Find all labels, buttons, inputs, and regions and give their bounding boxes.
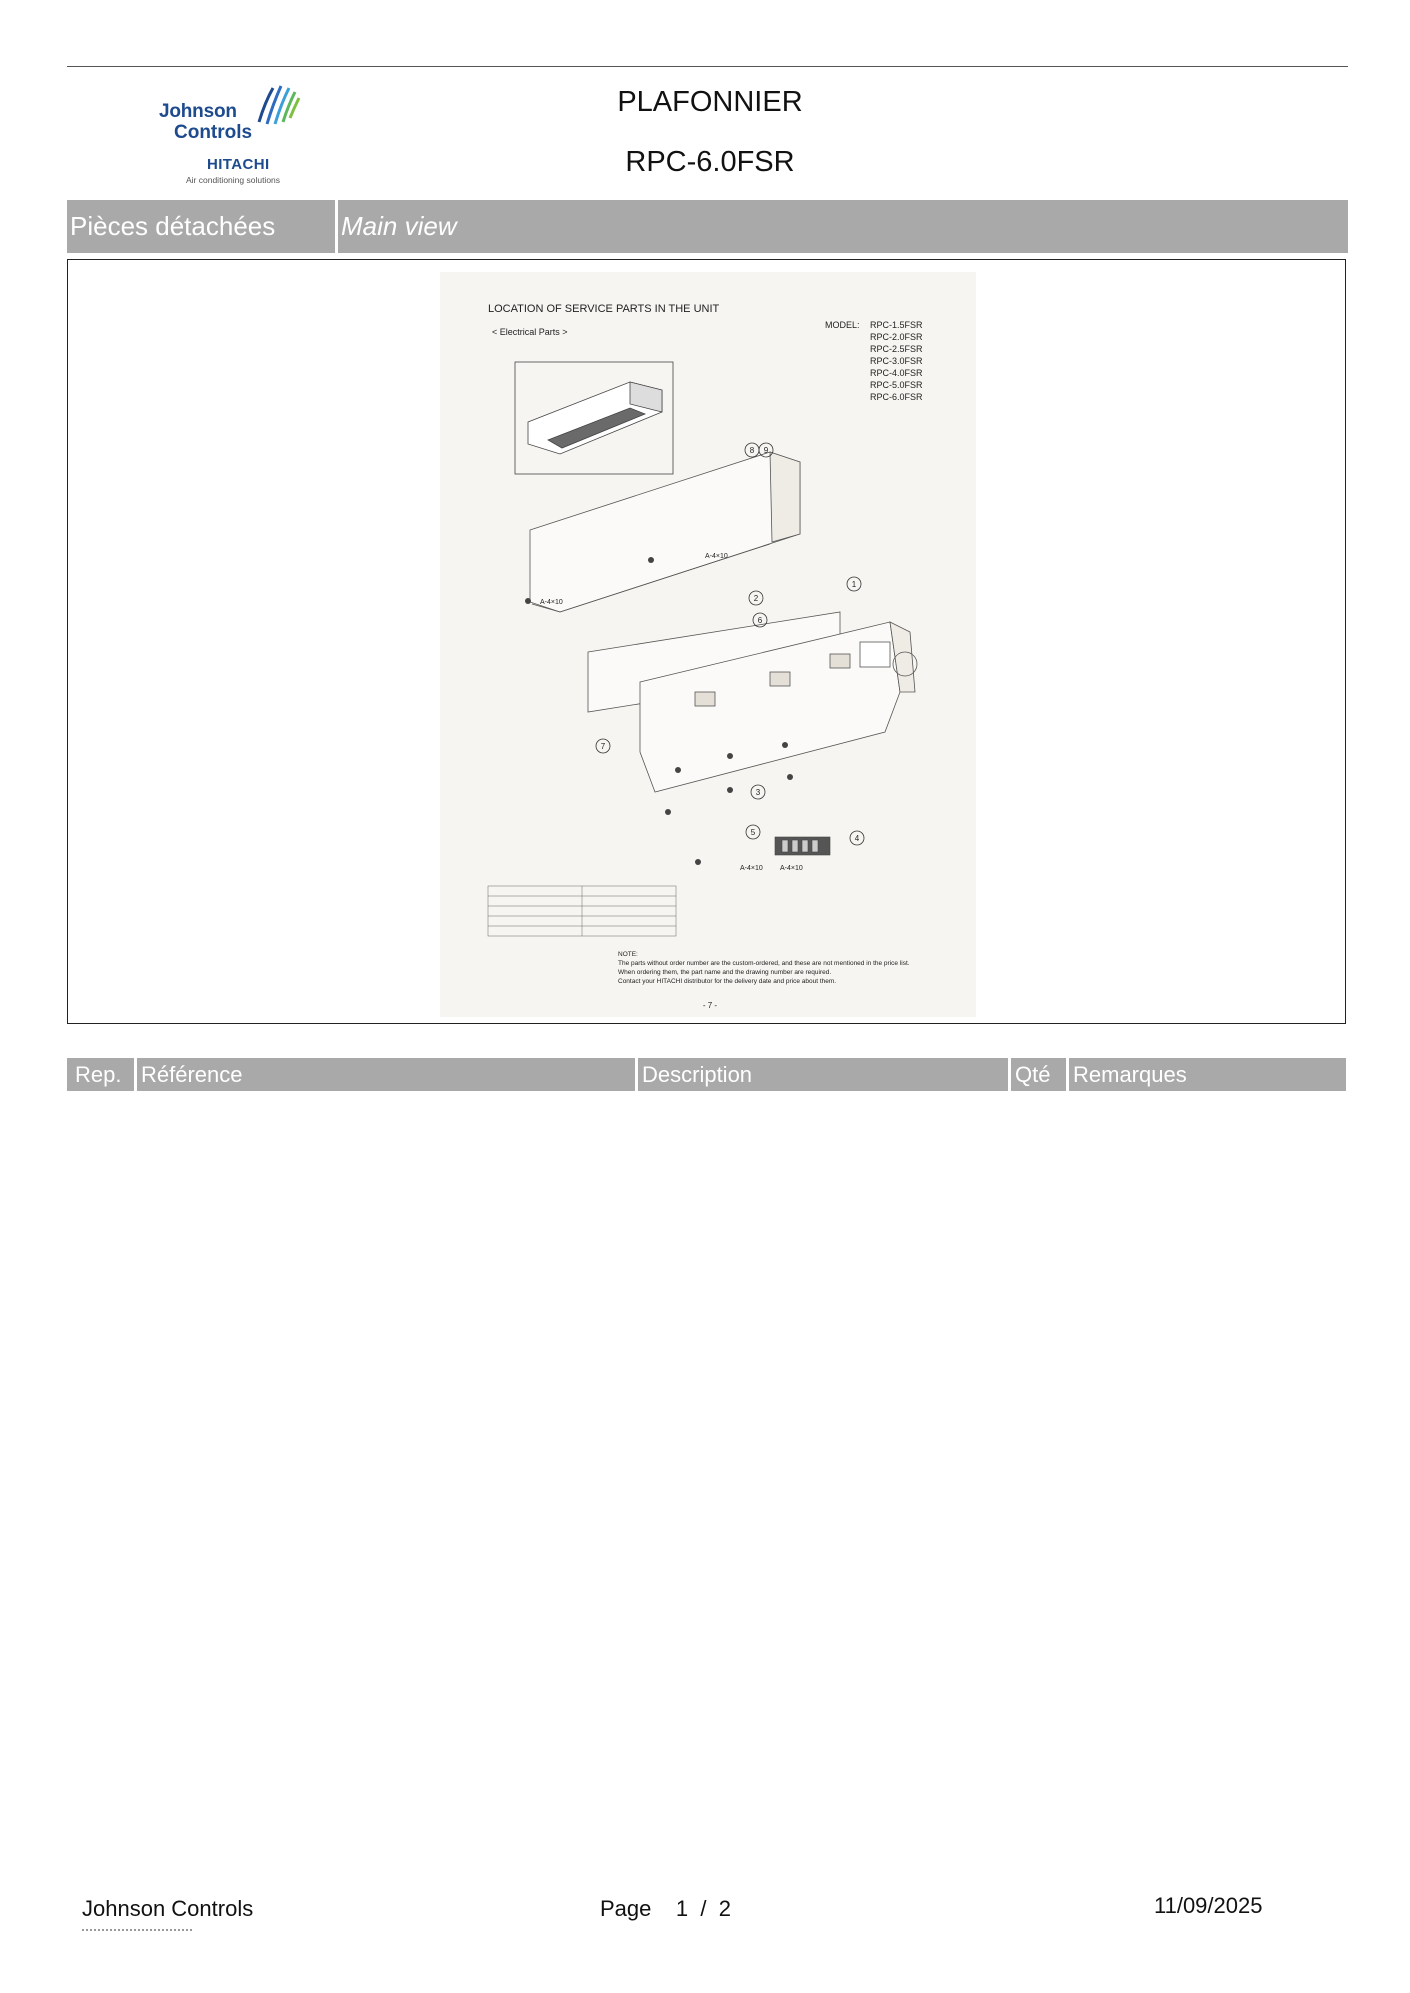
screw-label: A-4×10 <box>540 599 563 606</box>
callout-number: 9 <box>763 446 769 455</box>
section-label: Pièces détachées <box>67 200 335 253</box>
callout-number: 3 <box>755 788 761 797</box>
footer-page-separator: / <box>700 1896 707 1921</box>
footer-date: 11/09/2025 <box>1154 1893 1263 1918</box>
note-line: When ordering them, the part name and the drawing number are required. <box>618 969 832 976</box>
callout-number: 7 <box>600 742 606 751</box>
electrical-box <box>588 612 917 792</box>
callout-number: 2 <box>753 594 759 603</box>
screw-label: A-4×10 <box>780 865 803 872</box>
note-line: The parts without order number are the custom-ordered, and these are not mentioned in the price list. <box>618 960 910 967</box>
column-header-remarks: Remarques <box>1069 1058 1346 1091</box>
terminal-block <box>775 837 830 855</box>
drawing-subheading: < Electrical Parts > <box>492 327 568 337</box>
exploded-parts-drawing <box>440 272 976 1017</box>
model-item: RPC-2.0FSR <box>870 332 923 342</box>
callout-number: 6 <box>757 616 763 625</box>
model-item: RPC-5.0FSR <box>870 380 923 390</box>
top-cover-panel <box>530 452 800 612</box>
model-item: RPC-3.0FSR <box>870 356 923 366</box>
column-header-description: Description <box>638 1058 1008 1091</box>
swoosh-logo-icon <box>255 82 305 132</box>
document-title: PLAFONNIER <box>617 86 803 118</box>
view-label: Main view <box>338 200 1348 253</box>
logo-brand-line2: Controls <box>174 122 253 143</box>
callout-number: 1 <box>851 580 857 589</box>
screw-legend-table <box>488 886 676 936</box>
logo-brand-line1: Johnson <box>159 101 237 122</box>
screw-label: A-4×10 <box>740 865 763 872</box>
model-item: RPC-6.0FSR <box>870 392 923 402</box>
note-title: NOTE: <box>618 951 638 958</box>
logo-sub-brand: HITACHI <box>207 156 270 173</box>
callout-number: 5 <box>750 828 756 837</box>
drawing-heading: LOCATION OF SERVICE PARTS IN THE UNIT <box>488 303 720 315</box>
model-label: MODEL: <box>825 320 860 330</box>
screw-label: A-4×10 <box>705 553 728 560</box>
unit-inset-view <box>515 362 673 474</box>
footer-company: Johnson Controls <box>82 1896 254 1921</box>
drawing-page-number: - 7 - <box>702 1001 718 1010</box>
column-header-quantity: Qté <box>1011 1058 1066 1091</box>
callout-number: 4 <box>854 834 860 843</box>
model-item: RPC-4.0FSR <box>870 368 923 378</box>
model-title: RPC-6.0FSR <box>625 146 795 178</box>
johnson-controls-hitachi-logo <box>155 82 315 192</box>
model-list <box>870 320 923 402</box>
callout-number: 8 <box>749 446 755 455</box>
note-lines <box>618 960 910 985</box>
column-header-rep: Rep. <box>67 1058 134 1091</box>
footer-page-current: 1 <box>675 1896 689 1921</box>
footer-truncated-line <box>82 1926 202 1932</box>
model-item: RPC-2.5FSR <box>870 344 923 354</box>
footer-page-label: Page <box>600 1896 652 1921</box>
footer-page-total: 2 <box>718 1896 731 1921</box>
column-header-reference: Référence <box>137 1058 635 1091</box>
footer-page-indicator <box>600 1896 731 1922</box>
logo-tagline: Air conditioning solutions <box>186 175 281 185</box>
note-line: Contact your HITACHI distributor for the delivery date and price about them. <box>618 978 837 985</box>
model-item: RPC-1.5FSR <box>870 320 923 330</box>
header-rule <box>67 66 1348 67</box>
